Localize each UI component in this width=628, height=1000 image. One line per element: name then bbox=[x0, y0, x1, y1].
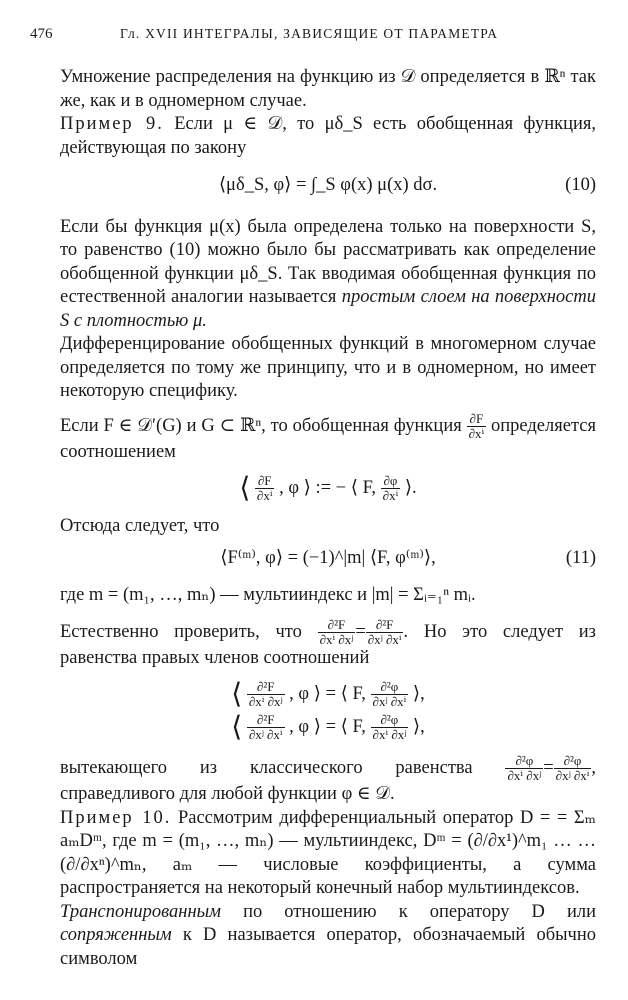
derivative-def-text-b: определяется соотношением bbox=[60, 415, 597, 462]
fraction-numerator: ∂F bbox=[467, 412, 487, 427]
fraction-dF-dxi bbox=[467, 412, 487, 441]
fraction-numerator: ∂²F bbox=[247, 713, 285, 728]
running-title: Гл. XVII ИНТЕГРАЛЫ, ЗАВИСЯЩИЕ ОТ ПАРАМЕТРА bbox=[120, 26, 499, 41]
fraction-numerator: ∂²φ bbox=[554, 754, 592, 769]
fraction-denominator: ∂xʲ ∂xⁱ bbox=[372, 694, 407, 709]
equation-11-expr: ⟨F⁽ᵐ⁾, φ⟩ = (−1)^|m| ⟨F, φ⁽ᵐ⁾⟩, bbox=[220, 547, 436, 568]
fraction-numerator: ∂²φ bbox=[371, 680, 409, 695]
transposed-text-b: к D называется оператор, обозначаемый обычно символом bbox=[60, 925, 596, 969]
paragraph-check-mixed bbox=[60, 618, 596, 671]
fraction-lhs bbox=[247, 680, 285, 709]
simple-layer-term: простым слоем на поверхности S с плотностью μ. bbox=[60, 287, 596, 331]
paragraph-hence: Отсюда следует, что bbox=[60, 516, 220, 536]
fraction-d2phi-dxi-dxj bbox=[505, 754, 543, 783]
example-10-label: Пример 10. bbox=[60, 807, 172, 828]
fraction-numerator: ∂²F bbox=[247, 680, 285, 695]
fraction-d2F-dxj-dxi bbox=[366, 618, 404, 647]
running-header bbox=[0, 26, 628, 48]
paragraph-example-10 bbox=[60, 807, 596, 901]
term-adjoint: сопряженным bbox=[60, 925, 172, 945]
example-9-label: Пример 9. bbox=[60, 114, 164, 134]
equals-sign: = bbox=[355, 621, 366, 642]
example-9-text: Если μ ∈ 𝒟, то μδ_S есть обобщенная функция, действующая по закону bbox=[60, 114, 597, 158]
fraction-d2F-dxi-dxj bbox=[318, 618, 356, 647]
left-angle: ⟨ bbox=[231, 711, 243, 743]
transposed-text-a: по отношению к оператору D или bbox=[243, 901, 596, 922]
fraction-denominator: ∂xⁱ ∂xʲ bbox=[248, 694, 283, 709]
equation-10 bbox=[60, 174, 596, 198]
simple-layer-text: Если бы функция μ(x) была определена только на поверхности S, то равенство (10) можно было бы рассматривать как определение обобщенной функции μδ_S. Так вводимая обобщенная функция по естественной аналогии называется bbox=[60, 216, 596, 307]
equation-end: ⟩. bbox=[404, 477, 417, 498]
equation-10-number: (10) bbox=[565, 175, 596, 195]
fraction-denominator: ∂xⁱ ∂xʲ bbox=[507, 768, 542, 783]
fraction-denominator: ∂xʲ ∂xⁱ bbox=[248, 727, 283, 742]
fraction-denominator: ∂xʲ ∂xⁱ bbox=[367, 631, 402, 647]
fraction-lhs bbox=[247, 713, 285, 742]
fraction-numerator: ∂φ bbox=[381, 474, 401, 489]
left-angle: ⟨ bbox=[239, 472, 251, 504]
term-transposed: Транспонированным bbox=[60, 901, 221, 922]
fraction-denominator: ∂xⁱ bbox=[382, 488, 399, 503]
fraction-numerator: ∂²F bbox=[366, 618, 404, 633]
fraction-numerator: ∂F bbox=[255, 474, 275, 489]
fraction-denominator: ∂xʲ ∂xⁱ bbox=[555, 768, 590, 783]
paragraph-classical-equality bbox=[60, 754, 596, 807]
page-body bbox=[60, 66, 596, 971]
equation-end: ⟩, bbox=[412, 716, 425, 737]
fraction-denominator: ∂xⁱ bbox=[468, 425, 485, 441]
check-mixed-text-b: . Но это следует из равенства правых членов соотношений bbox=[60, 621, 596, 668]
equation-middle: , φ ⟩ = ⟨ F, bbox=[289, 716, 366, 737]
fraction-denominator: ∂xⁱ bbox=[256, 488, 273, 503]
fraction-rhs bbox=[381, 474, 401, 503]
paragraph-multiindex: где m = (m₁, …, mₙ) — мультииндекс и |m| = Σᵢ₌₁ⁿ mᵢ. bbox=[60, 585, 476, 605]
paragraph-example-9 bbox=[60, 113, 596, 160]
fraction-d2phi-dxj-dxi bbox=[554, 754, 592, 783]
equation-relation-2 bbox=[60, 713, 596, 742]
fraction-numerator: ∂²F bbox=[318, 618, 356, 633]
fraction-lhs bbox=[255, 474, 275, 503]
example-10-text: Рассмотрим дифференциальный оператор D = = Σₘ aₘDᵐ, где m = (m₁, …, mₙ) — мультииндекс, Dᵐ = (∂/∂x¹)^m₁ … … (∂/∂xⁿ)^mₙ, aₘ — числовые коэффициенты, а сумма распространяется на некоторый конечный набор мультииндексов. bbox=[60, 807, 597, 898]
equation-end: ⟩, bbox=[412, 683, 425, 704]
check-mixed-text-a: Естественно проверить, что bbox=[60, 621, 302, 642]
paragraph-simple-layer bbox=[60, 216, 596, 334]
derivative-def-text-a: Если F ∈ 𝒟′(G) и G ⊂ ℝⁿ, то обобщенная функция bbox=[60, 415, 462, 436]
classical-equality-text-b: , справедливого для любой функции φ ∈ 𝒟. bbox=[60, 757, 597, 804]
equation-relation-1 bbox=[60, 680, 596, 709]
equation-derivative-definition bbox=[60, 474, 596, 503]
fraction-numerator: ∂²φ bbox=[505, 754, 543, 769]
fraction-denominator: ∂xⁱ ∂xʲ bbox=[372, 727, 407, 742]
paragraph-differentiation: Дифференцирование обобщенных функций в многомерном случае определяется по тому же принципу, что и в одномерном, но имеет некоторую специфику. bbox=[60, 334, 596, 401]
equation-10-expr: ⟨μδ_S, φ⟩ = ∫_S φ(x) μ(x) dσ. bbox=[218, 175, 438, 195]
left-angle: ⟨ bbox=[231, 678, 243, 710]
equation-11-number: (11) bbox=[565, 547, 596, 568]
paragraph-transposed bbox=[60, 901, 596, 972]
equation-middle: , φ ⟩ := − ⟨ F, bbox=[279, 477, 377, 498]
classical-equality-text-a: вытекающего из классического равенства bbox=[60, 757, 473, 778]
fraction-numerator: ∂²φ bbox=[371, 713, 409, 728]
equation-11 bbox=[60, 547, 596, 571]
fraction-rhs bbox=[371, 680, 409, 709]
paragraph-derivative-def bbox=[60, 412, 596, 465]
fraction-denominator: ∂xⁱ ∂xʲ bbox=[319, 631, 354, 647]
equals-sign: = bbox=[543, 757, 554, 778]
equation-middle: , φ ⟩ = ⟨ F, bbox=[289, 683, 366, 704]
page-number: 476 bbox=[30, 26, 53, 42]
fraction-rhs bbox=[371, 713, 409, 742]
paragraph-multiplication: Умножение распределения на функцию из 𝒟 определяется в ℝⁿ так же, как и в одномерном случае. bbox=[60, 67, 596, 111]
